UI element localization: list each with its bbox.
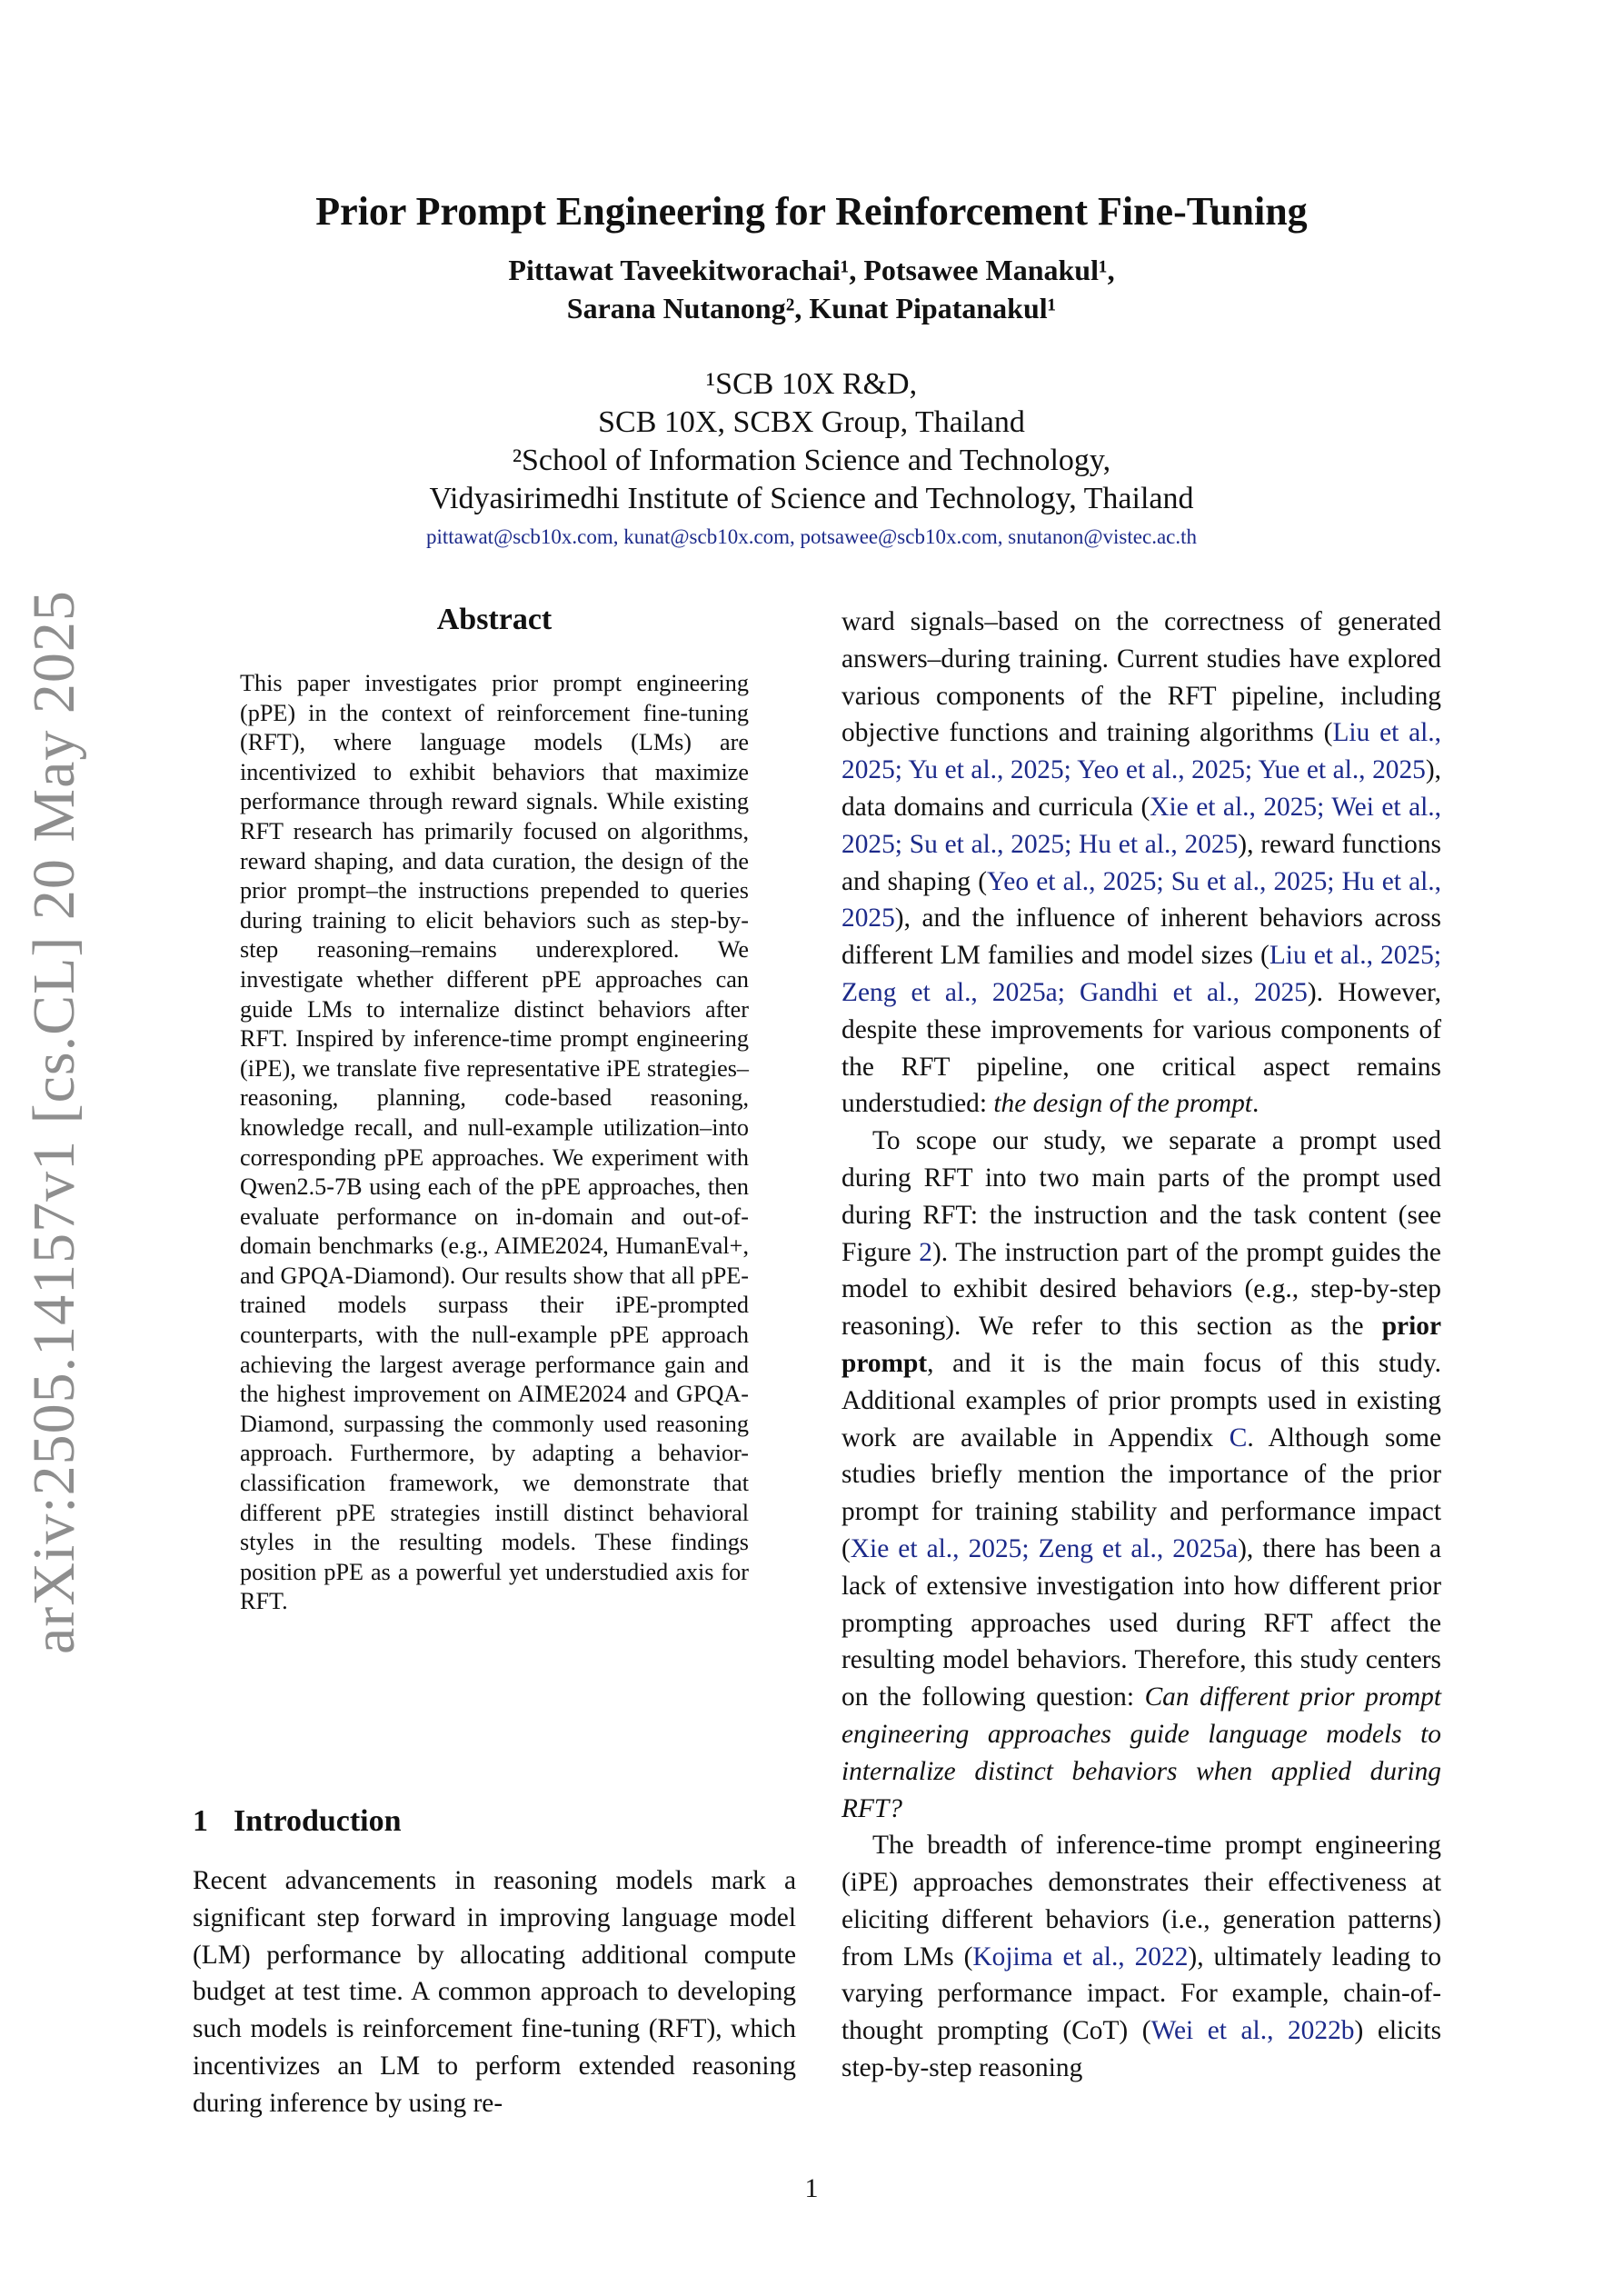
text-span: To scope our study, we separate a prompt used during RFT into two main parts of the prompt used during RFT: the instruction and the task content (see Figure	[841, 1126, 1441, 1267]
citation-link[interactable]: Xie et al., 2025; Wei et al., 2025; Su et al., 2025; Hu et al., 2025	[841, 792, 1441, 859]
affiliation-line-1: ¹SCB 10X R&D,	[705, 367, 918, 401]
affiliations	[0, 365, 1623, 518]
intro-left-column	[193, 1862, 796, 2122]
text-span: .	[1251, 1089, 1260, 1119]
text-span: ), reward functions and shaping (	[841, 829, 1441, 896]
authors-line-1: Pittawat Taveekitworachai¹, Potsawee Manakul¹,	[508, 254, 1115, 286]
abstract-heading: Abstract	[436, 603, 553, 636]
intro-paragraph-3	[841, 1827, 1441, 2087]
emphasis-text: the design of the prompt	[993, 1089, 1252, 1119]
affiliation-line-4: Vidyasirimedhi Institute of Science and Technology, Thailand	[429, 482, 1194, 515]
intro-paragraph-1-continued	[841, 604, 1441, 1123]
intro-paragraph-2	[841, 1123, 1441, 1827]
citation-link[interactable]: Yeo et al., 2025; Su et al., 2025; Hu et al., 2025	[841, 866, 1441, 933]
intro-right-column	[841, 604, 1441, 2087]
citation-link[interactable]: Kojima et al., 2022	[972, 1942, 1189, 1972]
authors-line-2: Sarana Nutanong², Kunat Pipatanakul¹	[566, 292, 1057, 324]
text-span: . Although some studies briefly mention the importance of the prior prompt for training stability and performance impact (	[841, 1423, 1441, 1563]
page-number: 1	[804, 2173, 819, 2203]
arxiv-identifier: arXiv:2505.14157v1 [cs.CL] 20 May 2025	[21, 590, 87, 1654]
paper-title: Prior Prompt Engineering for Reinforcement Fine-Tuning	[315, 189, 1308, 234]
author-list	[0, 251, 1623, 327]
citation-link[interactable]: Liu et al., 2025; Yu et al., 2025; Yeo et al., 2025; Yue et al., 2025	[841, 718, 1441, 785]
text-span: ), and the influence of inherent behaviors across different LM families and model sizes (	[841, 903, 1441, 971]
section-heading-introduction	[193, 1802, 402, 1842]
citation-link[interactable]: Liu et al., 2025; Zeng et al., 2025a; Gandhi et al., 2025	[841, 941, 1442, 1007]
text-span: ) elicits step-by-step reasoning	[841, 2016, 1442, 2083]
abstract-text: This paper investigates prior prompt engineering (pPE) in the context of reinforcement fine-tuning (RFT), where language models (LMs) are incentivized to exhibit behaviors that maximize performance through reward signals. While existing RFT research has primarily focused on algorithms, reward shaping, and data curation, the design of the prior prompt–the instructions prepended to queries during training to elicit behaviors such as step-by-step reasoning–remains underexplored. We investigate whether different pPE approaches can guide LMs to internalize distinct behaviors after RFT. Inspired by inference-time prompt engineering (iPE), we translate five representative iPE strategies–reasoning, planning, code-based reasoning, knowledge recall, and null-example utilization–into corresponding pPE approaches. We experiment with Qwen2.5-7B using each of the pPE approaches, then evaluate performance on in-domain and out-of-domain benchmarks (e.g., AIME2024, HumanEval+, and GPQA-Diamond). Our results show that all pPE-trained models surpass their iPE-prompted counterparts, with the null-example pPE approach achieving the largest average performance gain and the highest improvement on AIME2024 and GPQA-Diamond, surpassing the commonly used reasoning approach. Furthermore, by adapting a behavior-classification framework, we demonstrate that different pPE strategies instill distinct behavioral styles in the resulting models. These findings position pPE as a powerful yet understudied axis for RFT.	[240, 670, 749, 1615]
text-span: ). The instruction part of the prompt guides the model to exhibit desired behaviors (e.g., step-by-step reasoning). We refer to this section as the	[841, 1237, 1441, 1342]
text-span: ), there has been a lack of extensive investigation into how different prior prompting approaches used during RFT affect the resulting model behaviors. Therefore, this study centers on the following question:	[841, 1533, 1442, 1712]
text-span: The breadth of inference-time prompt engineering (iPE) approaches demonstrates their effectiveness at eliciting different behaviors (i.e., generation patterns) from LMs (	[841, 1831, 1441, 1972]
text-span: ), data domains and curricula (	[841, 755, 1441, 822]
bold-term: prior prompt	[841, 1312, 1441, 1378]
appendix-reference-link[interactable]: C	[1229, 1423, 1248, 1452]
author-emails[interactable]: pittawat@scb10x.com, kunat@scb10x.com, potsawee@scb10x.com, snutanon@vistec.ac.th	[425, 525, 1197, 548]
text-span: ), ultimately leading to varying performance impact. For example, chain-of-thought prompting (CoT) (	[841, 1942, 1442, 2046]
text-span: ward signals–based on the correctness of generated answers–during training. Current studies have explored various components of the RFT pipeline, including objective functions and training algorithms (	[841, 607, 1441, 748]
figure-reference-link[interactable]: 2	[919, 1237, 932, 1267]
section-number: 1	[193, 1804, 208, 1838]
research-question: Can different prior prompt engineering approaches guide language models to internalize distinct behaviors when applied during RFT?	[841, 1682, 1441, 1823]
citation-link[interactable]: Xie et al., 2025; Zeng et al., 2025a	[850, 1533, 1239, 1563]
citation-link[interactable]: Wei et al., 2022b	[1150, 2016, 1355, 2046]
affiliation-line-2: SCB 10X, SCBX Group, Thailand	[598, 405, 1025, 439]
affiliation-line-3: ²School of Information Science and Technology,	[512, 444, 1111, 477]
text-span: ). However, despite these improvements for various components of the RFT pipeline, one critical aspect remains understudied:	[841, 977, 1441, 1119]
intro-paragraph-1: Recent advancements in reasoning models mark a significant step forward in improving language model (LM) performance by allocating additional compute budget at test time. A common approach to developing such models is reinforcement fine-tuning (RFT), which incentivizes an LM to perform extended reasoning during inference by using re-	[193, 1866, 796, 2118]
text-span: , and it is the main focus of this study. Additional examples of prior prompts used in existing work are available in Appendix	[841, 1348, 1441, 1452]
section-title: Introduction	[234, 1804, 402, 1838]
